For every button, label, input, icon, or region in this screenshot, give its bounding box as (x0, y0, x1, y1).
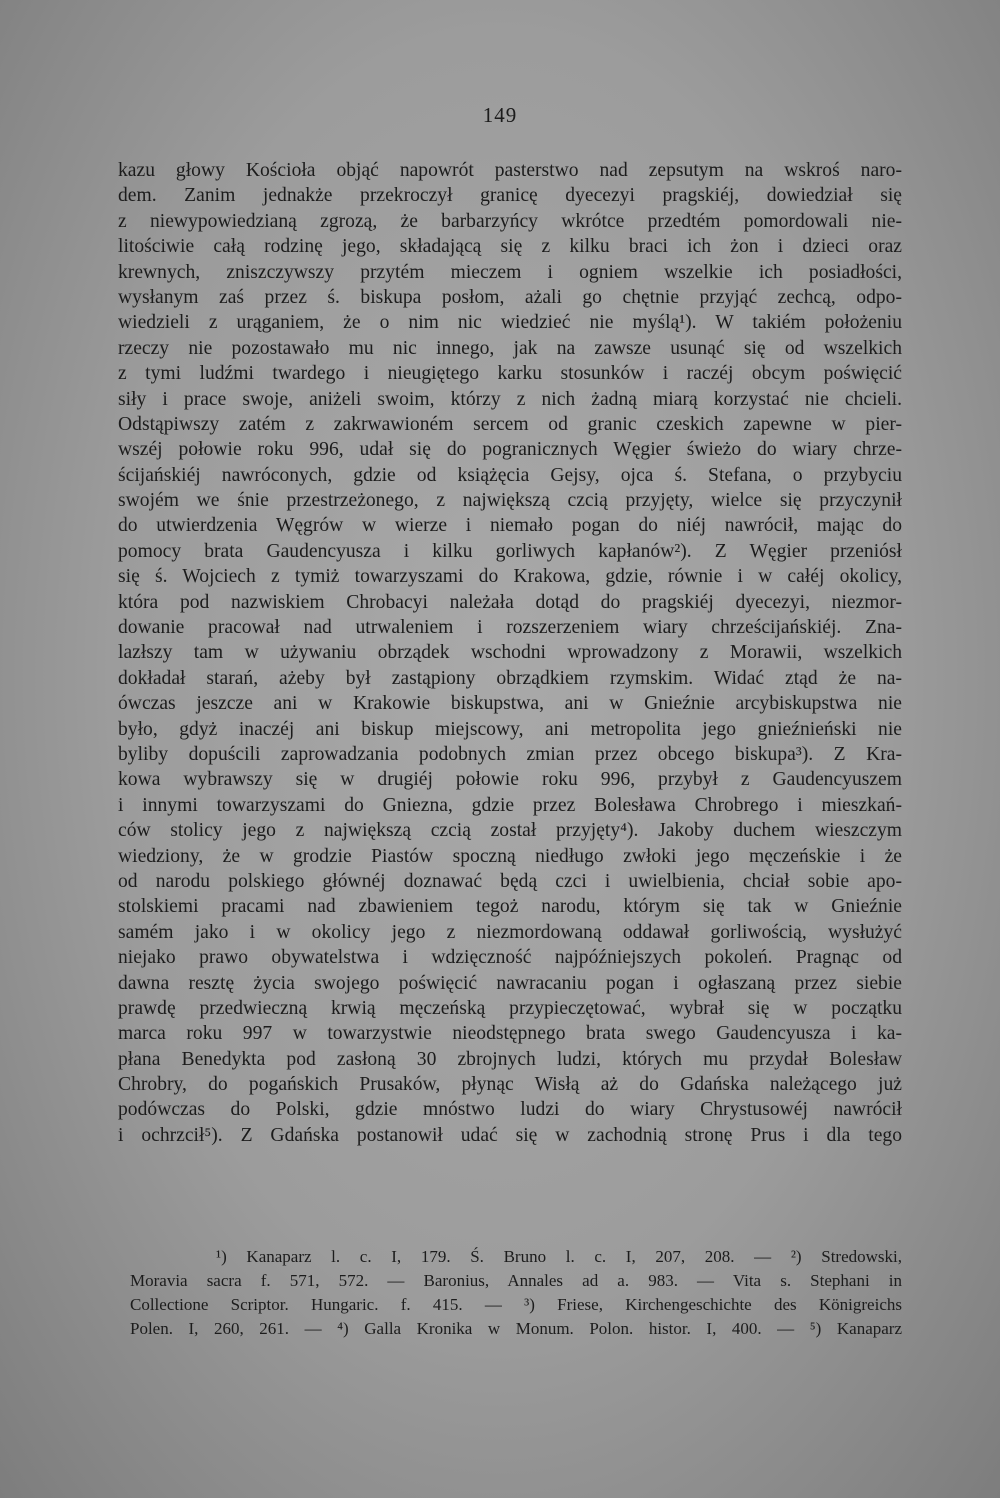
text-line: wiedzieli z urąganiem, że o nim nic wiedzieć nie myślą¹). W takiém położeniu (118, 312, 902, 334)
body-text (118, 158, 902, 1148)
text-line: dawna resztę życia swojego poświęcić nawracaniu pogan i ogłaszaną przez siebie (118, 972, 902, 994)
text-line: z niewypowiedzianą zgrozą, że barbarzyńcy wkrótce przedtém pomordowali nie- (118, 210, 902, 232)
text-line: samém jako i w okolicy jego z niezmordowaną oddawał gorliwością, wysłużyć (118, 921, 902, 943)
text-line: dokładał starań, ażeby był zastąpiony obrządkiem rzymskim. Widać ztąd że na- (118, 667, 902, 689)
text-line: lazłszy tam w używaniu obrządek wschodni wprowadzony z Morawii, wszelkich (118, 642, 902, 664)
text-line: Odstąpiwszy zatém z zakrwawioném sercem od granic czeskich zapewne w pier- (118, 413, 902, 435)
text-line: wszéj połowie roku 996, udał się do pogranicznych Węgier świeżo do wiary chrze- (118, 439, 902, 461)
text-line: litościwie całą rodzinę jego, składającą się z kilku braci ich żon i dzieci oraz (118, 236, 902, 258)
page-number: 149 (482, 103, 518, 127)
text-line: Chrobry, do pogańskich Prusaków, płynąc Wisłą aż do Gdańska należącego już (118, 1074, 902, 1096)
text-line: dem. Zanim jednakże przekroczył granicę dyecezyi pragskiéj, dowiedział się (118, 185, 902, 207)
text-line: ców stolicy jego z największą czcią został przyjęty⁴). Jakoby duchem wieszczym (118, 820, 902, 842)
text-line: ścijańskiéj nawróconych, gdzie od książęcia Gejsy, ojca ś. Stefana, o przybyciu (118, 464, 902, 486)
text-line: z tymi ludźmi twardego i nieugiętego karku stosunków i raczéj obcym poświęcić (118, 363, 902, 385)
text-line: prawdę przedwieczną krwią męczeńską przypieczętować, wybrał się w początku (118, 997, 902, 1019)
text-line: wiedziony, że w grodzie Piastów spoczną niedługo zwłoki jego męczeńskie i że (118, 845, 902, 867)
text-line: ówczas jeszcze ani w Krakowie biskupstwa, ani w Gnieźnie arcybiskupstwa nie (118, 693, 902, 715)
text-line: dowanie pracował nad utrwaleniem i rozszerzeniem wiary chrześcijańskiéj. Zna- (118, 617, 902, 639)
footnote-line: ¹) Kanaparz l. c. I, 179. Ś. Bruno l. c. I, 207, 208. — ²) Stredowski, (216, 1247, 902, 1266)
text-line: kowa wybrawszy się w drugiéj połowie roku 996, przybył z Gaudencyuszem (118, 769, 902, 791)
text-line: płana Benedykta pod zasłoną 30 zbrojnych ludzi, których mu przydał Bolesław (118, 1048, 902, 1070)
text-line: rzeczy nie pozostawało mu nic innego, jak na zawsze usunąć się od wszelkich (118, 337, 902, 359)
text-line: i innymi towarzyszami do Gniezna, gdzie przez Bolesława Chrobrego i mieszkań- (118, 794, 902, 816)
text-line: podówczas do Polski, gdzie mnóstwo ludzi do wiary Chrystusowéj nawrócił (118, 1099, 902, 1121)
text-line: do utwierdzenia Węgrów w wierze i niemało pogan do niéj nawrócił, mając do (118, 515, 902, 537)
text-line: było, gdyż inaczéj ani biskup miejscowy, ani metropolita jego gnieźnieński nie (118, 718, 902, 740)
text-line: się ś. Wojciech z tymiż towarzyszami do Krakowa, gdzie, równie i w całéj okolicy, (118, 566, 902, 588)
text-line: wysłanym zaś przez ś. biskupa posłom, ażali go chętnie przyjąć zechcą, odpo- (118, 286, 902, 308)
text-line: i ochrzcił⁵). Z Gdańska postanowił udać się w zachodnią stronę Prus i dla tego (118, 1124, 902, 1146)
text-line: pomocy brata Gaudencyusza i kilku gorliwych kapłanów²). Z Węgier przeniósł (118, 540, 902, 562)
footnotes (130, 1245, 902, 1341)
text-line: siły i prace swoje, aniżeli swoim, którzy z nich żadną miarą korzystać nie chcieli. (118, 388, 902, 410)
footnote-line: Moravia sacra f. 571, 572. — Baronius, Annales ad a. 983. — Vita s. Stephani in (130, 1271, 902, 1290)
text-line: marca roku 997 w towarzystwie nieodstępnego brata swego Gaudencyusza i ka- (118, 1023, 902, 1045)
footnote-line: Collectione Scriptor. Hungaric. f. 415. — ³) Friese, Kirchengeschichte des Königreichs (130, 1295, 902, 1314)
footnote-line: Polen. I, 260, 261. — ⁴) Galla Kronika w Monum. Polon. histor. I, 400. — ⁵) Kanaparz (130, 1319, 902, 1338)
text-line: byliby dopuścili zaprowadzania podobnych zmian przez obcego biskupa³). Z Kra- (118, 743, 902, 765)
text-line: niejako prawo obywatelstwa i wdzięczność najpóźniejszych pokoleń. Pragnąc od (118, 947, 902, 969)
text-line: kazu głowy Kościoła objąć napowrót pasterstwo nad zepsutym na wskroś naro- (118, 160, 902, 181)
text-line: która pod nazwiskiem Chrobacyi należała dotąd do pragskiéj dyecezyi, niezmor- (118, 591, 902, 613)
text-line: krewnych, zniszczywszy przytém mieczem i ogniem wszelkie ich posiadłości, (118, 261, 902, 283)
text-line: od narodu polskiego głównéj doznawać będą czci i uwielbienia, chciał sobie apo- (118, 870, 902, 892)
text-line: stolskiemi pracami nad zbawieniem tegoż narodu, którym się tak w Gnieźnie (118, 896, 902, 918)
text-line: swojém we śnie przestrzeżonego, z największą czcią przyjęty, wielce się przyczynił (118, 490, 902, 512)
